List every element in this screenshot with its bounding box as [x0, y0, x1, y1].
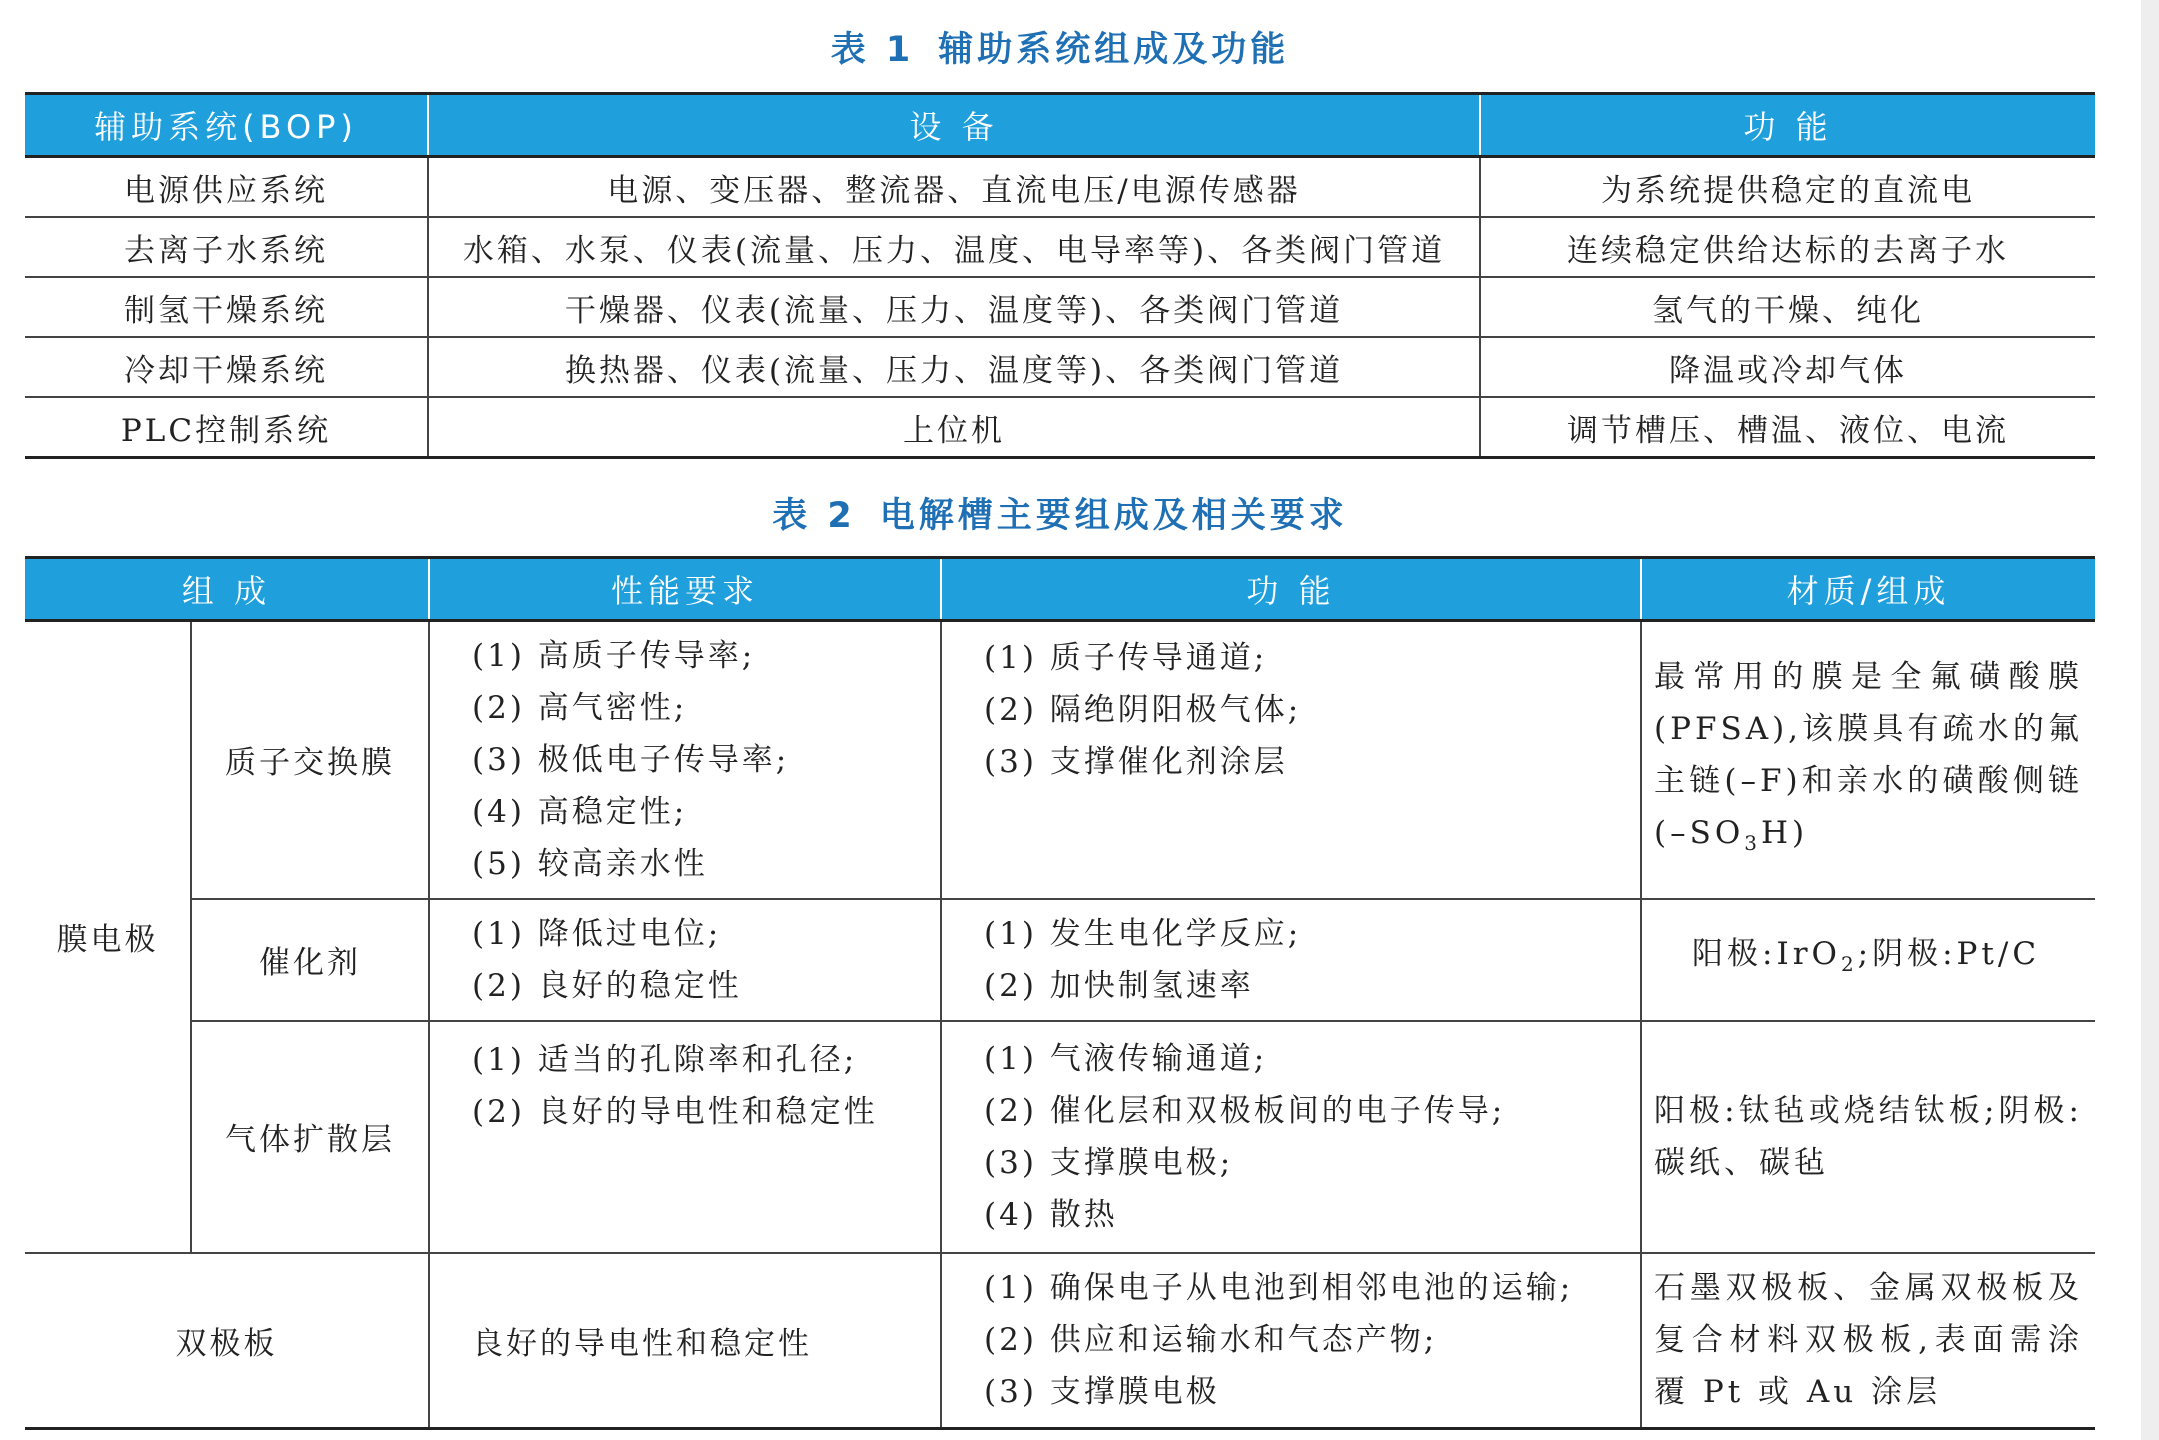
table2-caption-title: 电解槽主要组成及相关要求	[879, 496, 1348, 536]
table2-header-component: 组 成	[25, 558, 429, 621]
table1-header-system: 辅助系统(BOP)	[25, 94, 428, 157]
table1-header-row	[25, 94, 2095, 157]
list-item: (1) 适当的孔隙率和孔径;	[472, 1041, 858, 1078]
table-row	[25, 899, 2095, 1021]
table1-cell-equipment: 干燥器、仪表(流量、压力、温度等)、各类阀门管道	[428, 277, 1480, 337]
table2-component-cell: 质子交换膜	[191, 621, 429, 899]
list-item: (3) 支撑膜电极;	[984, 1144, 1234, 1181]
table1-cell-equipment: 电源、变压器、整流器、直流电压/电源传感器	[428, 157, 1480, 218]
table2-performance-cell	[429, 899, 941, 1021]
table2-header-performance: 性能要求	[429, 558, 941, 621]
table1	[25, 92, 2095, 459]
table1-cell-system: 冷却干燥系统	[25, 337, 428, 397]
table2-header-material: 材质/组成	[1641, 558, 2095, 621]
table1-cell-function: 为系统提供稳定的直流电	[1480, 157, 2095, 218]
table1-cell-equipment: 水箱、水泵、仪表(流量、压力、温度、电导率等)、各类阀门管道	[428, 217, 1480, 277]
list-item: (1) 高质子传导率;	[472, 637, 756, 674]
table2-function-cell	[941, 621, 1641, 899]
table2-header-row	[25, 558, 2095, 621]
list-item: (4) 散热	[984, 1196, 1118, 1233]
material-text: 阳极:IrO	[1692, 936, 1841, 973]
table2-caption	[25, 488, 2095, 538]
table-row	[25, 1021, 2095, 1253]
table-row	[25, 217, 2095, 277]
table1-cell-system: 电源供应系统	[25, 157, 428, 218]
table2-component-cell: 催化剂	[191, 899, 429, 1021]
table1-cell-system: PLC控制系统	[25, 397, 428, 458]
table2-function-cell	[941, 899, 1641, 1021]
list-item: (3) 支撑催化剂涂层	[984, 744, 1288, 780]
table1-caption-number: 表 1	[830, 30, 915, 70]
table2-function-cell	[941, 1253, 1641, 1429]
list-item: (1) 气液传输通道;	[984, 1040, 1268, 1077]
table2-performance-cell	[429, 621, 941, 899]
list-item: (1) 质子传导通道;	[984, 640, 1268, 676]
table2-component-cell: 气体扩散层	[191, 1021, 429, 1253]
table2-material-cell	[1641, 621, 2095, 899]
table-row	[25, 621, 2095, 899]
table-row	[25, 157, 2095, 218]
list-item: (3) 极低电子传导率;	[472, 741, 790, 778]
table2-performance-cell	[429, 1021, 941, 1253]
list-item: (5) 较高亲水性	[472, 845, 708, 882]
table1-cell-equipment: 上位机	[428, 397, 1480, 458]
table1-cell-function: 连续稳定供给达标的去离子水	[1480, 217, 2095, 277]
list-item: (3) 支撑膜电极	[984, 1374, 1220, 1411]
list-item: (2) 隔绝阴阳极气体;	[984, 692, 1302, 728]
table1-cell-function: 氢气的干燥、纯化	[1480, 277, 2095, 337]
material-text: H)	[1760, 814, 1809, 851]
table1-header-function: 功 能	[1480, 94, 2095, 157]
table2-function-cell	[941, 1021, 1641, 1253]
table1-header-equipment: 设 备	[428, 94, 1480, 157]
table-row	[25, 1253, 2095, 1429]
table2-performance-cell: 良好的导电性和稳定性	[429, 1253, 941, 1429]
list-item: (2) 高气密性;	[472, 689, 688, 726]
table-row	[25, 277, 2095, 337]
list-item: (1) 发生电化学反应;	[984, 915, 1302, 952]
table2-caption-number: 表 2	[772, 496, 856, 536]
table2-material-cell: 阳极:钛毡或烧结钛板;阴极:碳纸、碳毡	[1641, 1021, 2095, 1253]
table1-cell-function: 调节槽压、槽温、液位、电流	[1480, 397, 2095, 458]
list-item: (4) 高稳定性;	[472, 793, 688, 830]
table1-caption-title: 辅助系统组成及功能	[938, 30, 1290, 70]
list-item: (1) 降低过电位;	[472, 915, 722, 952]
list-item: (2) 加快制氢速率	[984, 967, 1254, 1004]
material-text: 最常用的膜是全氟磺酸膜(PFSA),该膜具有疏水的氟主链(–F)和亲水的磺酸侧链(–SO	[1654, 658, 2083, 851]
list-item: (1) 确保电子从电池到相邻电池的运输;	[984, 1270, 1574, 1307]
table1-cell-system: 去离子水系统	[25, 217, 428, 277]
list-item: (2) 良好的稳定性	[472, 967, 742, 1004]
table2-group-cell: 膜电极	[25, 621, 191, 1253]
table1-cell-equipment: 换热器、仪表(流量、压力、温度等)、各类阀门管道	[428, 337, 1480, 397]
material-subscript: 2	[1840, 952, 1858, 977]
table-row	[25, 397, 2095, 458]
table-row	[25, 337, 2095, 397]
table2-component-cell: 双极板	[25, 1253, 429, 1429]
list-item: (2) 供应和运输水和气态产物;	[984, 1322, 1438, 1359]
material-text: ;阴极:Pt/C	[1857, 936, 2041, 973]
table2-material-cell: 石墨双极板、金属双极板及复合材料双极板,表面需涂覆 Pt 或 Au 涂层	[1641, 1253, 2095, 1429]
table1-caption	[25, 22, 2095, 72]
table1-cell-system: 制氢干燥系统	[25, 277, 428, 337]
scrollbar-track[interactable]	[2141, 0, 2159, 1440]
table1-cell-function: 降温或冷却气体	[1480, 337, 2095, 397]
table2	[25, 556, 2095, 1430]
list-item: (2) 催化层和双极板间的电子传导;	[984, 1092, 1506, 1129]
table2-header-function: 功 能	[941, 558, 1641, 621]
table2-material-cell	[1641, 899, 2095, 1021]
material-subscript: 3	[1744, 830, 1761, 855]
list-item: (2) 良好的导电性和稳定性	[472, 1093, 878, 1130]
